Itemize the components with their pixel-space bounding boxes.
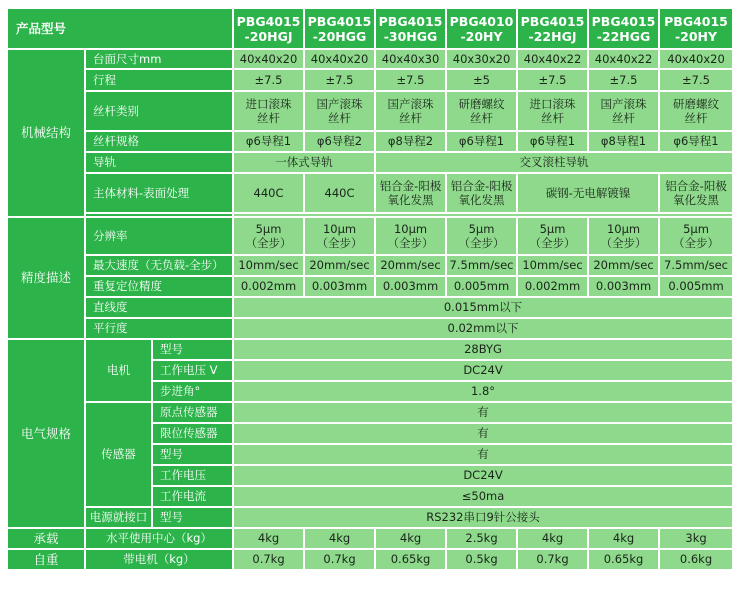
screw-type-value: 国产滚珠 丝杆 bbox=[304, 91, 375, 131]
weight-value: 0.65kg bbox=[588, 549, 659, 570]
stroke-value: ±7.5 bbox=[304, 69, 375, 91]
screw-type-value: 国产滚珠 丝杆 bbox=[588, 91, 659, 131]
weight-value: 0.5kg bbox=[446, 549, 517, 570]
load-row bbox=[7, 528, 733, 549]
material-value: 碳钢-无电解镀镍 bbox=[517, 173, 659, 213]
repeat-value: 0.002mm bbox=[517, 276, 588, 297]
load-value: 4kg bbox=[588, 528, 659, 549]
precision-category: 精度描述 bbox=[7, 217, 85, 339]
motor-voltage-label: 工作电压 V bbox=[152, 360, 233, 381]
repeat-value: 0.005mm bbox=[659, 276, 733, 297]
origin-sensor-label: 原点传感器 bbox=[152, 402, 233, 423]
origin-sensor-value: 有 bbox=[233, 402, 733, 423]
load-value: 4kg bbox=[375, 528, 446, 549]
motor-model-value: 28BYG bbox=[233, 339, 733, 360]
table-size-value: 40x40x20 bbox=[659, 49, 733, 69]
motor-group: 电机 bbox=[85, 339, 152, 402]
limit-sensor-value: 有 bbox=[233, 423, 733, 444]
straightness-label: 直线度 bbox=[85, 297, 233, 318]
screw-type-label: 丝杆类别 bbox=[85, 91, 233, 131]
stroke-label: 行程 bbox=[85, 69, 233, 91]
max-speed-value: 10mm/sec bbox=[233, 255, 304, 276]
power-model-value: RS232串口9针公接头 bbox=[233, 507, 733, 528]
step-angle-value: 1.8° bbox=[233, 381, 733, 402]
power-group: 电源就接口 bbox=[85, 507, 152, 528]
resolution-value: 5μm （全步） bbox=[446, 217, 517, 255]
table-size-value: 40x40x30 bbox=[375, 49, 446, 69]
resolution-value: 10μm （全步） bbox=[588, 217, 659, 255]
screw-type-value: 国产滚珠 丝杆 bbox=[375, 91, 446, 131]
material-value: 铝合金-阳极 氧化发黑 bbox=[659, 173, 733, 213]
motor-voltage-value: DC24V bbox=[233, 360, 733, 381]
screw-spec-value: φ8导程1 bbox=[588, 131, 659, 152]
table-size-value: 40x40x20 bbox=[304, 49, 375, 69]
screw-type-value: 研磨螺纹 丝杆 bbox=[446, 91, 517, 131]
model-header-7: PBG4015 -20HY bbox=[659, 8, 733, 49]
table-size-value: 40x30x20 bbox=[446, 49, 517, 69]
straightness-row bbox=[7, 297, 733, 318]
material-label: 主体材料-表面处理 bbox=[85, 173, 233, 213]
table-size-row bbox=[7, 49, 733, 69]
weight-value: 0.7kg bbox=[517, 549, 588, 570]
screw-spec-value: φ6导程1 bbox=[659, 131, 733, 152]
screw-spec-row bbox=[7, 131, 733, 152]
power-row bbox=[7, 507, 733, 528]
weight-value: 0.7kg bbox=[304, 549, 375, 570]
table-size-value: 40x40x20 bbox=[233, 49, 304, 69]
max-speed-row bbox=[7, 255, 733, 276]
repeat-value: 0.003mm bbox=[304, 276, 375, 297]
weight-label: 带电机（kg） bbox=[85, 549, 233, 570]
resolution-value: 5μm （全步） bbox=[659, 217, 733, 255]
model-header-6: PBG4015 -22HGG bbox=[588, 8, 659, 49]
screw-type-value: 进口滚珠 丝杆 bbox=[233, 91, 304, 131]
stroke-value: ±7.5 bbox=[659, 69, 733, 91]
sensor-model-value: 有 bbox=[233, 444, 733, 465]
table-size-label: 台面尺寸mm bbox=[85, 49, 233, 69]
load-value: 4kg bbox=[233, 528, 304, 549]
screw-spec-value: φ6导程1 bbox=[233, 131, 304, 152]
model-header-5: PBG4015 -22HGJ bbox=[517, 8, 588, 49]
screw-spec-value: φ8导程2 bbox=[375, 131, 446, 152]
repeat-row bbox=[7, 276, 733, 297]
resolution-value: 5μm （全步） bbox=[233, 217, 304, 255]
guide-integrated-value: 一体式导轨 bbox=[233, 152, 375, 173]
table-size-value: 40x40x22 bbox=[517, 49, 588, 69]
stroke-value: ±7.5 bbox=[588, 69, 659, 91]
stroke-value: ±7.5 bbox=[375, 69, 446, 91]
screw-type-row bbox=[7, 91, 733, 131]
material-value: 440C bbox=[304, 173, 375, 213]
model-header-2: PBG4015 -20HGG bbox=[304, 8, 375, 49]
repeat-value: 0.003mm bbox=[588, 276, 659, 297]
resolution-value: 10μm （全步） bbox=[375, 217, 446, 255]
spec-table bbox=[6, 7, 734, 571]
load-value: 3kg bbox=[659, 528, 733, 549]
header-row bbox=[7, 8, 733, 49]
load-value: 4kg bbox=[304, 528, 375, 549]
max-speed-value: 20mm/sec bbox=[588, 255, 659, 276]
max-speed-value: 7.5mm/sec bbox=[446, 255, 517, 276]
load-value: 2.5kg bbox=[446, 528, 517, 549]
load-label: 水平使用中心（kg） bbox=[85, 528, 233, 549]
parallelism-value: 0.02mm以下 bbox=[233, 318, 733, 339]
screw-type-value: 进口滚珠 丝杆 bbox=[517, 91, 588, 131]
resolution-row bbox=[7, 217, 733, 255]
max-speed-label: 最大速度（无负载-全步） bbox=[85, 255, 233, 276]
material-value: 440C bbox=[233, 173, 304, 213]
repeat-value: 0.002mm bbox=[233, 276, 304, 297]
straightness-value: 0.015mm以下 bbox=[233, 297, 733, 318]
mech-category: 机械结构 bbox=[7, 49, 85, 217]
motor-model-row bbox=[7, 339, 733, 360]
max-speed-value: 20mm/sec bbox=[304, 255, 375, 276]
stroke-value: ±7.5 bbox=[517, 69, 588, 91]
resolution-value: 10μm （全步） bbox=[304, 217, 375, 255]
sensor-group: 传感器 bbox=[85, 402, 152, 507]
weight-value: 0.7kg bbox=[233, 549, 304, 570]
material-row bbox=[7, 173, 733, 213]
repeat-label: 重复定位精度 bbox=[85, 276, 233, 297]
product-model-title: 产品型号 bbox=[7, 8, 233, 49]
guide-label: 导轨 bbox=[85, 152, 233, 173]
stroke-row bbox=[7, 69, 733, 91]
load-category: 承载 bbox=[7, 528, 85, 549]
guide-row bbox=[7, 152, 733, 173]
repeat-value: 0.003mm bbox=[375, 276, 446, 297]
repeat-value: 0.005mm bbox=[446, 276, 517, 297]
motor-model-label: 型号 bbox=[152, 339, 233, 360]
power-model-label: 型号 bbox=[152, 507, 233, 528]
screw-spec-label: 丝杆规格 bbox=[85, 131, 233, 152]
screw-spec-value: φ6导程2 bbox=[304, 131, 375, 152]
weight-value: 0.65kg bbox=[375, 549, 446, 570]
sensor-voltage-value: DC24V bbox=[233, 465, 733, 486]
guide-cross-value: 交叉滚柱导轨 bbox=[375, 152, 733, 173]
origin-sensor-row bbox=[7, 402, 733, 423]
load-value: 4kg bbox=[517, 528, 588, 549]
screw-spec-value: φ6导程1 bbox=[517, 131, 588, 152]
limit-sensor-label: 限位传感器 bbox=[152, 423, 233, 444]
screw-type-value: 研磨螺纹 丝杆 bbox=[659, 91, 733, 131]
electrical-category: 电气规格 bbox=[7, 339, 85, 528]
resolution-label: 分辨率 bbox=[85, 217, 233, 255]
max-speed-value: 10mm/sec bbox=[517, 255, 588, 276]
table-size-value: 40x40x22 bbox=[588, 49, 659, 69]
model-header-3: PBG4015 -30HGG bbox=[375, 8, 446, 49]
max-speed-value: 20mm/sec bbox=[375, 255, 446, 276]
weight-category: 自重 bbox=[7, 549, 85, 570]
sensor-current-label: 工作电流 bbox=[152, 486, 233, 507]
stroke-value: ±7.5 bbox=[233, 69, 304, 91]
model-header-4: PBG4010 -20HY bbox=[446, 8, 517, 49]
resolution-value: 5μm （全步） bbox=[517, 217, 588, 255]
step-angle-label: 步进角° bbox=[152, 381, 233, 402]
sensor-current-value: ≤50ma bbox=[233, 486, 733, 507]
max-speed-value: 7.5mm/sec bbox=[659, 255, 733, 276]
material-value: 铝合金-阳极 氧化发黑 bbox=[375, 173, 446, 213]
weight-row bbox=[7, 549, 733, 570]
screw-spec-value: φ6导程1 bbox=[446, 131, 517, 152]
parallelism-label: 平行度 bbox=[85, 318, 233, 339]
model-header-1: PBG4015 -20HGJ bbox=[233, 8, 304, 49]
weight-value: 0.6kg bbox=[659, 549, 733, 570]
stroke-value: ±5 bbox=[446, 69, 517, 91]
sensor-model-label: 型号 bbox=[152, 444, 233, 465]
material-value: 铝合金-阳极 氧化发黑 bbox=[446, 173, 517, 213]
sensor-voltage-label: 工作电压 bbox=[152, 465, 233, 486]
parallelism-row bbox=[7, 318, 733, 339]
